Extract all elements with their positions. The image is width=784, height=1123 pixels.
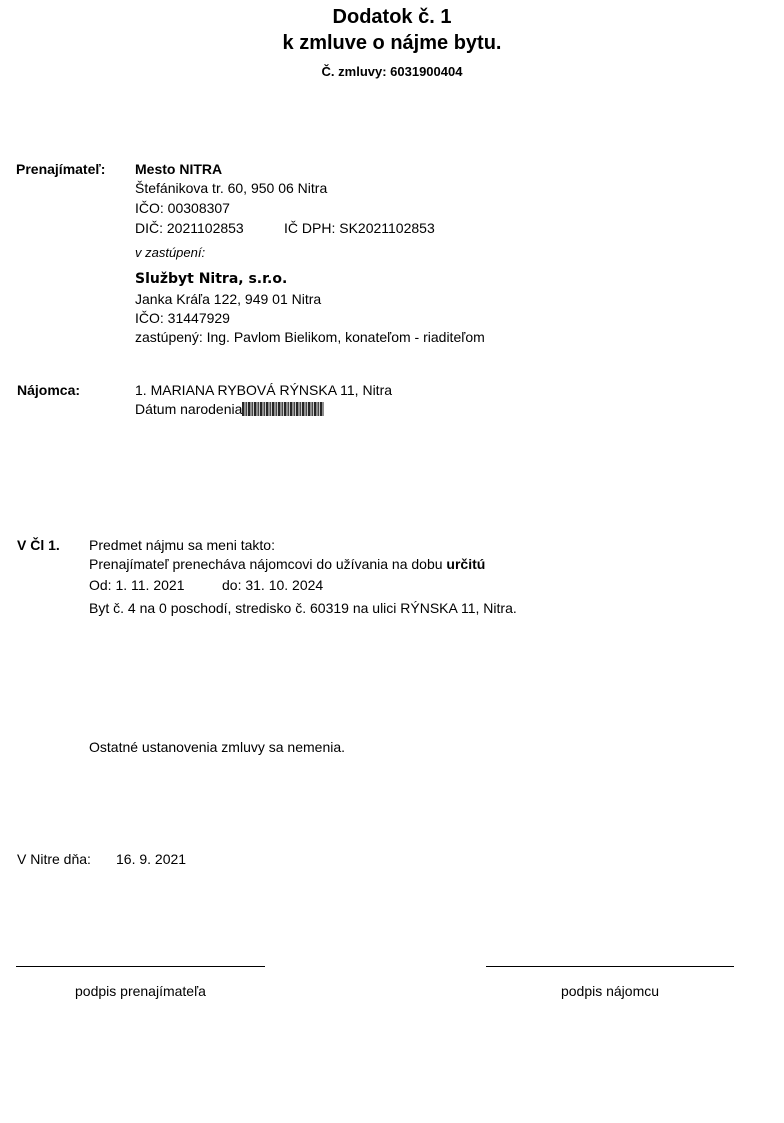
article-line-2 xyxy=(89,556,485,572)
term-from: Od: 1. 11. 2021 xyxy=(89,577,185,593)
contract-number: Č. zmluvy: 6031900404 xyxy=(321,64,463,79)
article-label: V Čl 1. xyxy=(17,537,60,553)
place-label: V Nitre dňa: xyxy=(17,851,91,867)
document-subtitle: k zmluve o nájme bytu. xyxy=(282,32,502,54)
landlord-dic: DIČ: 2021102853 xyxy=(135,220,244,236)
tenant-signature-line xyxy=(486,966,734,967)
redacted-birth-date xyxy=(242,402,324,416)
agent-ico: IČO: 31447929 xyxy=(135,310,230,326)
landlord-label: Prenajímateľ: xyxy=(16,161,106,177)
signing-date: 16. 9. 2021 xyxy=(116,851,187,867)
landlord-ico: IČO: 00308307 xyxy=(135,200,230,216)
term-to: do: 31. 10. 2024 xyxy=(222,577,324,593)
tenant-birth-label: Dátum narodenia xyxy=(135,401,243,417)
tenant-signature-label: podpis nájomcu xyxy=(560,983,660,999)
agent-representative: zastúpený: Ing. Pavlom Bielikom, konateľom - riaditeľom xyxy=(135,329,485,345)
tenant-birth-row xyxy=(135,401,324,417)
article-line-1: Predmet nájmu sa meni takto: xyxy=(89,537,275,553)
agent-address: Janka Kráľa 122, 949 01 Nitra xyxy=(135,291,322,307)
flat-description: Byt č. 4 na 0 poschodí, stredisko č. 60319 na ulici RÝNSKA 11, Nitra. xyxy=(89,600,517,616)
landlord-signature-line xyxy=(16,966,265,967)
article-term-type: určitú xyxy=(446,556,486,572)
represented-label: v zastúpení: xyxy=(135,245,206,260)
article-line-2-text: Prenajímateľ prenecháva nájomcovi do užívania na dobu xyxy=(89,556,447,572)
tenant-name-address: 1. MARIANA RYBOVÁ RÝNSKA 11, Nitra xyxy=(135,382,393,398)
document-title: Dodatok č. 1 xyxy=(332,6,452,28)
other-provisions: Ostatné ustanovenia zmluvy sa nemenia. xyxy=(89,739,346,755)
tenant-label: Nájomca: xyxy=(17,382,81,398)
landlord-name: Mesto NITRA xyxy=(135,161,223,177)
agent-name: Službyt Nitra, s.r.o. xyxy=(135,271,288,287)
landlord-signature-label: podpis prenajímateľa xyxy=(75,983,206,999)
landlord-address: Štefánikova tr. 60, 950 06 Nitra xyxy=(135,180,328,196)
landlord-ic-dph: IČ DPH: SK2021102853 xyxy=(284,220,435,236)
